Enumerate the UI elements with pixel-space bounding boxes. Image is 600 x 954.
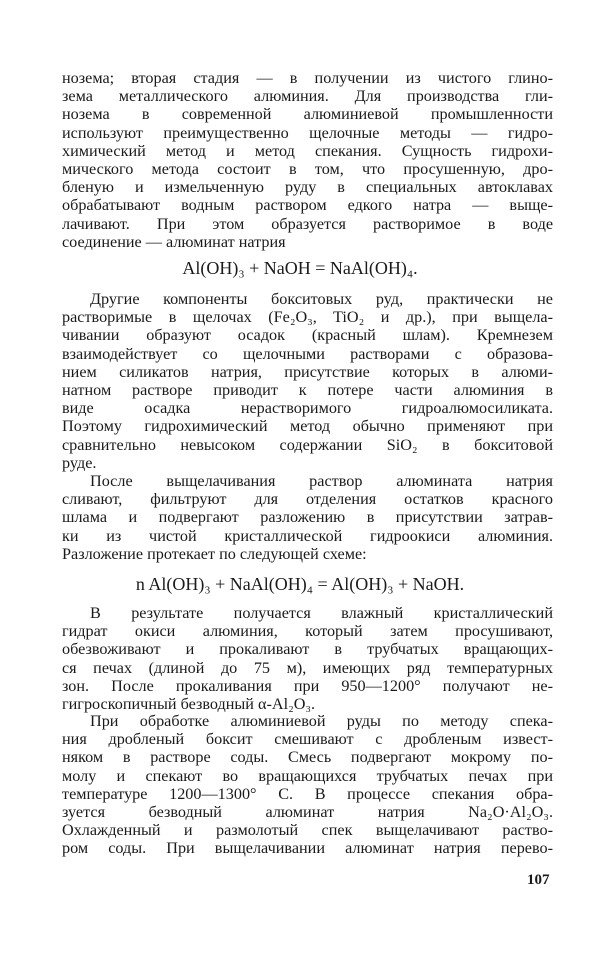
- text-line: натном растворе приводит к потере части алюминия в: [62, 380, 553, 399]
- text-line: ся печах (длиной до 75 м), имеющих ряд температурных: [62, 658, 553, 677]
- equation-2: n Al(OH)₃ + NaAl(OH)₄ = Al(OH)₃ + NaOH.: [135, 574, 465, 594]
- text-line: взаимодействует со щелочными растворами с образова-: [62, 344, 553, 363]
- text-line: мического метода состоит в том, что просушенную, дро-: [62, 159, 553, 178]
- text-line: зон. После прокаливания при 950—1200° получают не-: [62, 676, 553, 695]
- text-line: руде.: [62, 453, 97, 472]
- page-number: 107: [527, 872, 550, 888]
- text-line: При обработке алюминиевой руды по методу спека-: [90, 712, 553, 730]
- text-line: обрабатывают водным раствором едкого натра — выще-: [62, 196, 553, 215]
- text-line: ния дробленый боксит смешивают с дробленым извест-: [62, 730, 553, 749]
- text-line: зема металлического алюминия. Для производства гли-: [62, 87, 553, 106]
- text-line: химический метод и метод спекания. Сущность гидрохи-: [62, 141, 553, 160]
- text-line: сливают, фильтруют для отделения остатков красного: [62, 490, 553, 509]
- paragraph-5: [62, 712, 553, 858]
- text-line: соединение — алюминат натрия: [62, 232, 286, 251]
- text-line: няком в растворе соды. Смесь подвергают мокрому по-: [62, 748, 553, 767]
- text-line: Разложение протекает по следующей схеме:: [62, 544, 367, 563]
- text-line: шлама и подвергают разложению в присутствии затрав-: [62, 508, 553, 527]
- text-line: молу и спекают во вращающихся трубчатых печах при: [62, 766, 553, 785]
- text-line: нозема в современной алюминиевой промышленности: [62, 105, 553, 124]
- text-line: В результате получается влажный кристаллический: [90, 604, 553, 622]
- text-line: гигроскопичный безводный α-Al₂O₃.: [62, 694, 316, 713]
- text-line: зуется безводный алюминат натрия Na₂O·Al₂O₃.: [62, 802, 553, 821]
- paragraph-1: [62, 69, 553, 251]
- text-line: температуре 1200—1300° С. В процессе спекания обра-: [62, 784, 553, 803]
- paragraph-3: [62, 472, 553, 563]
- text-line: нием силикатов натрия, присутствие которых в алюми-: [62, 362, 553, 381]
- equation-1: Al(OH)₃ + NaOH = NaAl(OH)₄.: [182, 258, 418, 278]
- text-line: ки из чистой кристаллической гидроокиси алюминия.: [62, 526, 553, 545]
- text-line: обезвоживают и прокаливают в трубчатых вращающих-: [62, 640, 553, 659]
- text-line: виде осадка нерастворимого гидроалюмосиликата.: [62, 399, 553, 418]
- text-line: растворимые в щелочах (Fe₂O₃, TiO₂ и др.), при выщела-: [62, 308, 553, 327]
- text-line: используют преимущественно щелочные методы — гидро-: [62, 123, 553, 142]
- text-line: Другие компоненты бокситовых руд, практически не: [90, 290, 553, 308]
- text-line: Поэтому гидрохимический метод обычно применяют при: [62, 417, 553, 436]
- text-line: чивании образуют осадок (красный шлам). Кремнезем: [62, 326, 553, 345]
- text-line: лачивают. При этом образуется растворимое в воде: [62, 214, 553, 233]
- text-line: бленую и измельченную руду в специальных автоклавах: [62, 178, 553, 197]
- text-line: После выщелачивания раствор алюмината натрия: [90, 472, 553, 490]
- paragraph-2: [62, 290, 553, 472]
- text-line: сравнительно невысоком содержании SiO₂ в бокситовой: [62, 435, 553, 454]
- paragraph-4: [62, 604, 553, 713]
- text-line: гидрат окиси алюминия, который затем просушивают,: [62, 622, 553, 641]
- text-line: ром соды. При выщелачивании алюминат натрия перево-: [62, 839, 553, 858]
- text-line: нозема; вторая стадия — в получении из чистого глино-: [62, 69, 553, 87]
- text-line: Охлажденный и размолотый спек выщелачивают раство-: [62, 821, 553, 840]
